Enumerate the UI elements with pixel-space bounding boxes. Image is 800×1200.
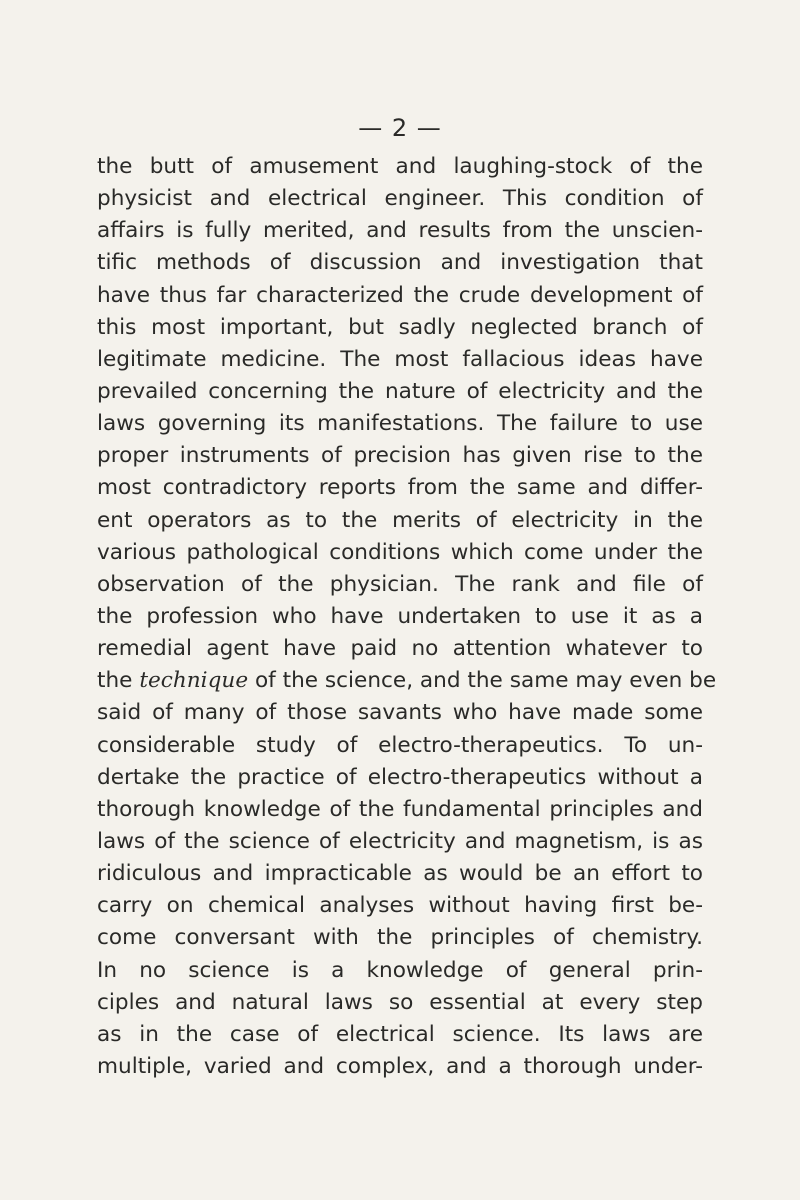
text-line-14: observation of the physician. The rank and file of	[97, 571, 703, 597]
text-line-16: remedial agent have paid no attention whatever to	[97, 636, 703, 662]
text-line-27: ciples and natural laws so essential at every step	[97, 989, 703, 1015]
text-line-28: as in the case of electrical science. Its laws are	[97, 1021, 703, 1047]
text-line-12: ent operators as to the merits of electricity in the	[97, 507, 703, 533]
text-line-1: the butt of amusement and laughing-stock of the	[97, 154, 703, 179]
text-line-26: In no science is a knowledge of general prin-	[97, 957, 703, 983]
text-line-20: dertake the practice of electro-therapeutics without a	[97, 764, 703, 790]
text-line-13: various pathological conditions which come under the	[97, 539, 703, 565]
text-line-15: the profession who have undertaken to use it as a	[97, 603, 703, 629]
text-line-17	[97, 665, 717, 697]
body-text	[97, 151, 717, 1083]
text-line-4: tific methods of discussion and investigation that	[97, 250, 703, 276]
text-line-5: have thus far characterized the crude development of	[97, 282, 703, 308]
page-number: — 2 —	[358, 114, 442, 142]
text-line-11: most contradictory reports from the same and differ-	[97, 475, 703, 501]
text-line-3: affairs is fully merited, and results from the unscien-	[97, 218, 703, 244]
text-line-17-before: the	[97, 668, 140, 694]
text-line-10: proper instruments of precision has given rise to the	[97, 443, 703, 469]
text-line-2: physicist and electrical engineer. This condition of	[97, 186, 703, 212]
text-line-21: thorough knowledge of the fundamental principles and	[97, 796, 703, 822]
text-line-17-after: of the science, and the same may even be	[248, 668, 717, 694]
italic-word-technique: technique	[139, 668, 249, 694]
text-line-24: carry on chemical analyses without having first be-	[97, 893, 703, 919]
text-line-23: ridiculous and impracticable as would be an effort to	[97, 861, 703, 887]
text-line-9: laws governing its manifestations. The failure to use	[97, 411, 703, 437]
text-line-29: multiple, varied and complex, and a thorough under-	[97, 1053, 703, 1079]
text-line-18: said of many of those savants who have made some	[97, 700, 703, 726]
text-line-8: prevailed concerning the nature of electricity and the	[97, 378, 703, 404]
text-line-6: this most important, but sadly neglected branch of	[97, 314, 703, 340]
text-line-7: legitimate medicine. The most fallacious ideas have	[97, 346, 703, 372]
text-line-25: come conversant with the principles of chemistry.	[97, 925, 703, 951]
text-line-19: considerable study of electro-therapeutics. To un-	[97, 732, 703, 758]
text-line-22: laws of the science of electricity and magnetism, is as	[97, 828, 703, 854]
